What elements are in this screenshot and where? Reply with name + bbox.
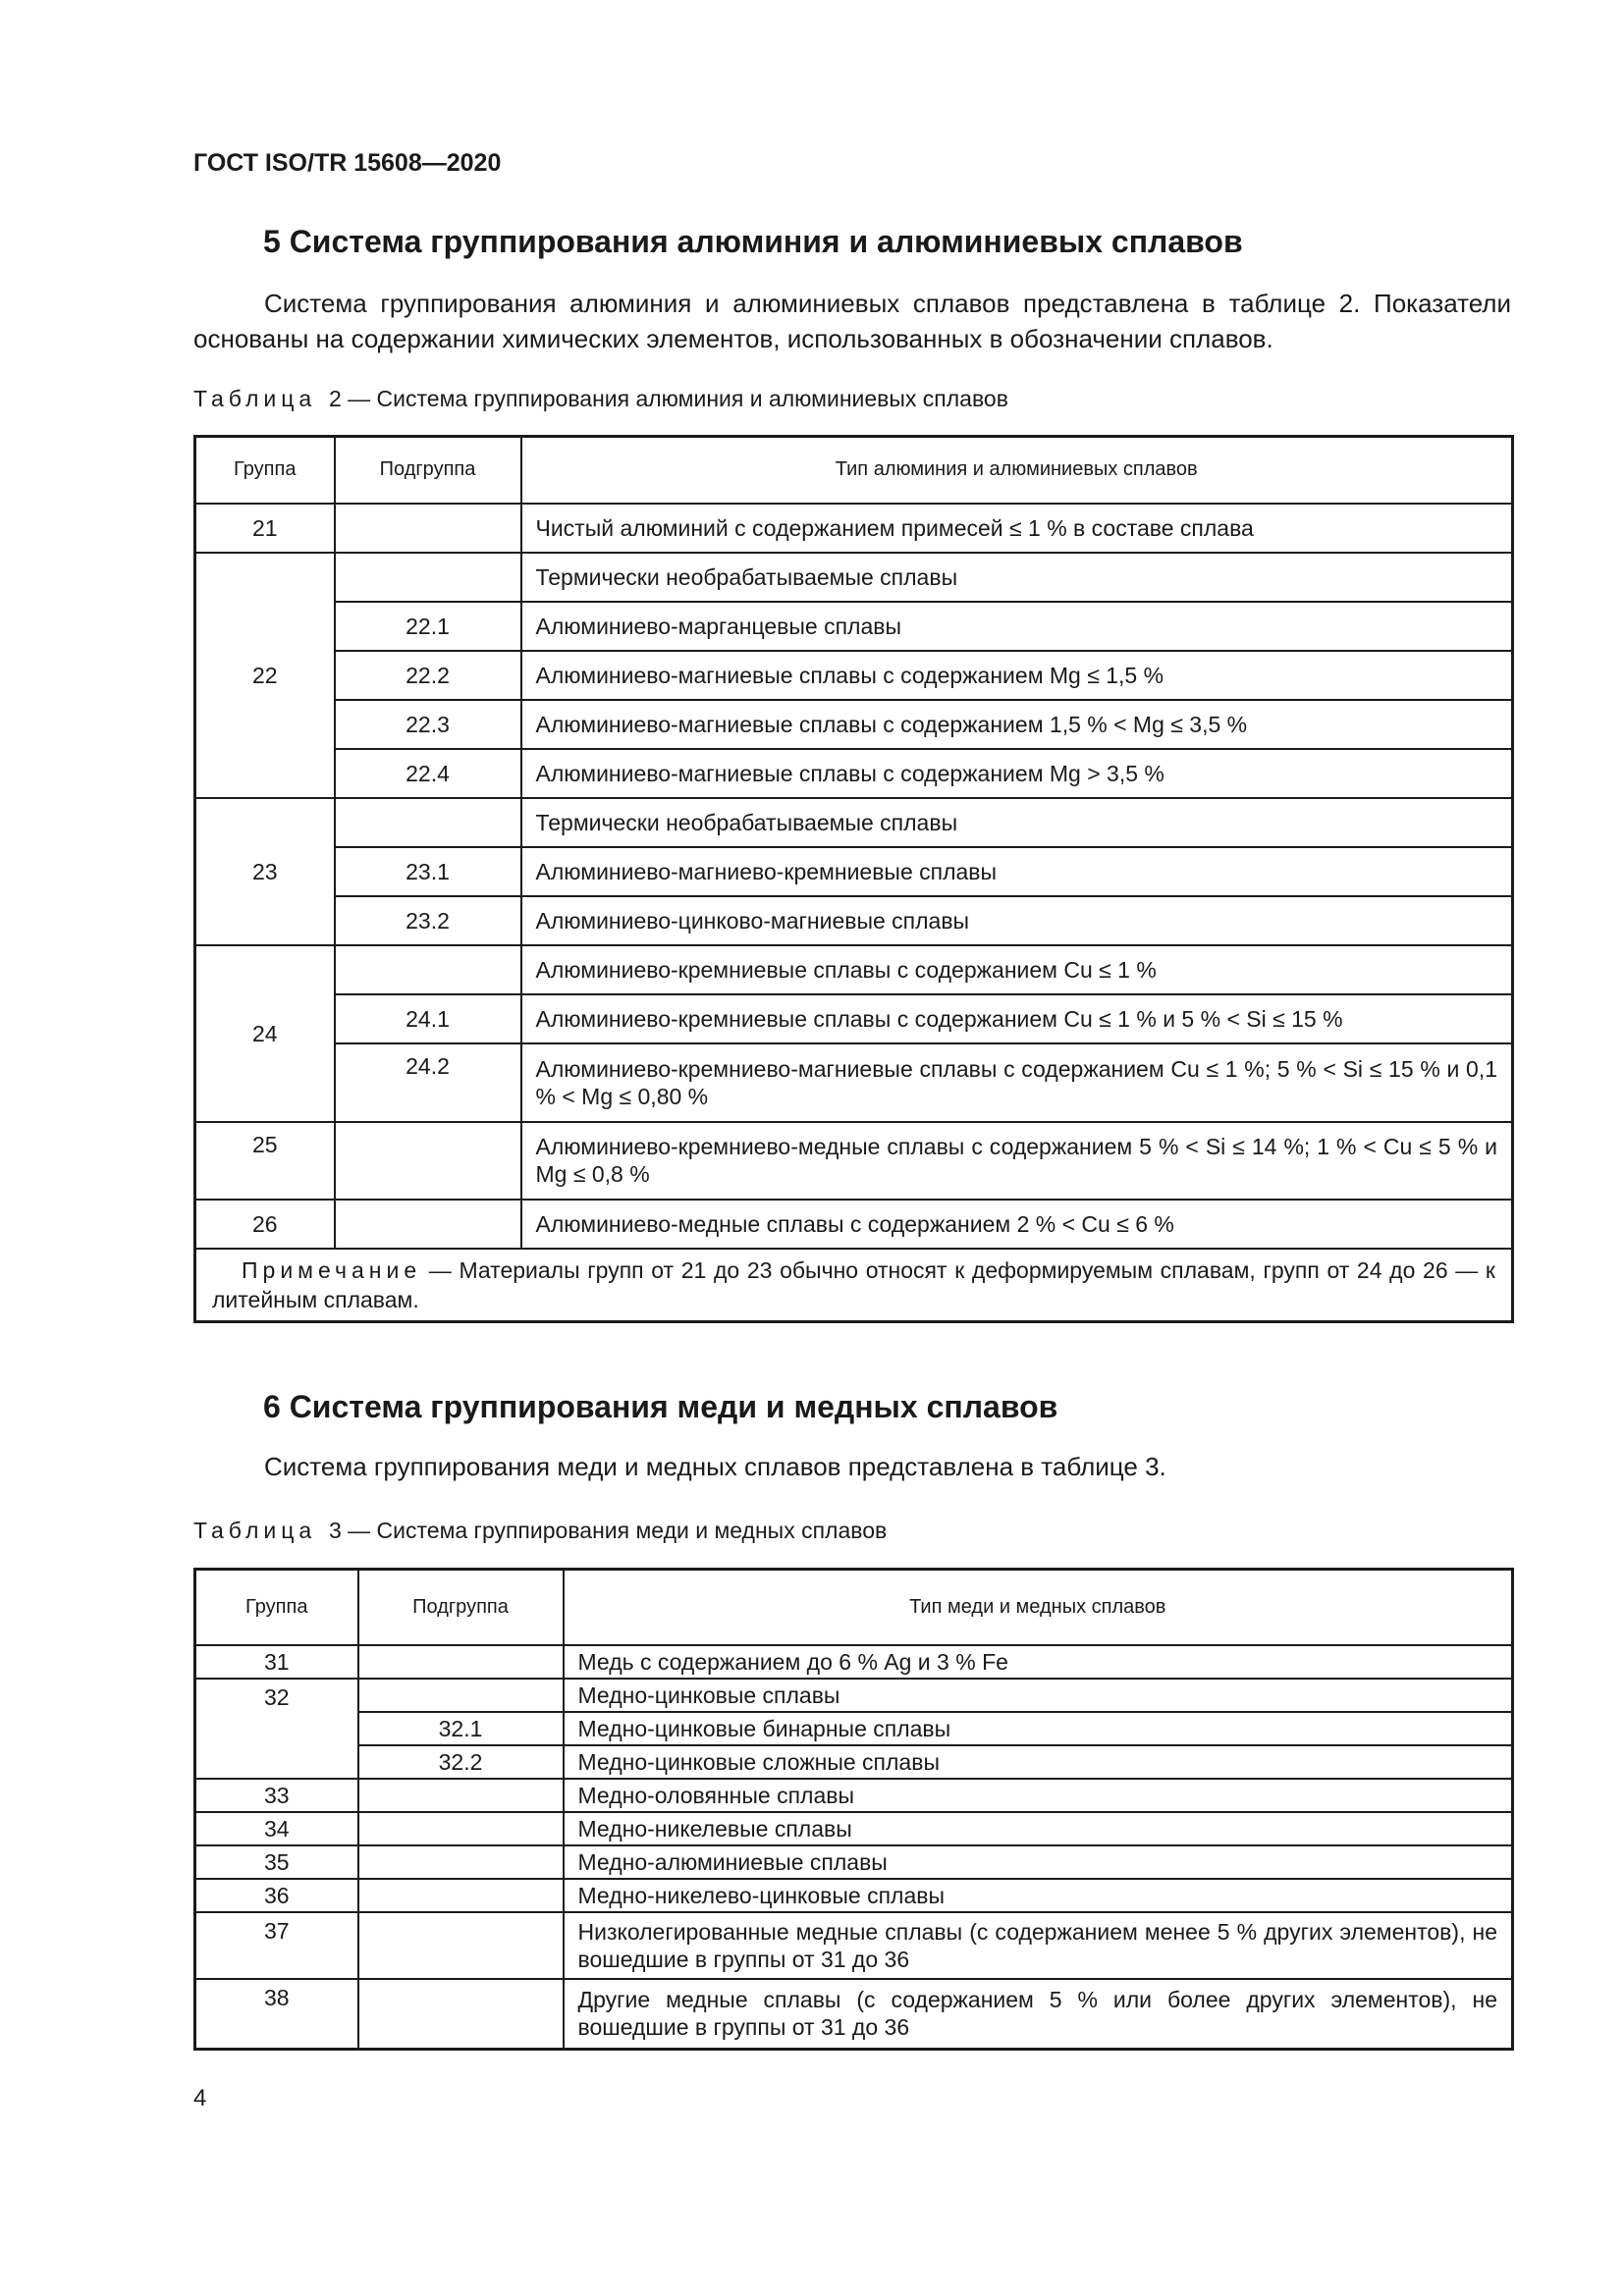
- table-2-caption-label: Таблица: [193, 386, 317, 411]
- table-row: [195, 1122, 1513, 1200]
- table-3: [193, 1568, 1514, 2051]
- subgroup-cell: [335, 1200, 521, 1249]
- type-cell: Медно-оловянные сплавы: [564, 1779, 1513, 1812]
- group-cell: 21: [195, 504, 335, 553]
- type-cell: Низколегированные медные сплавы (с содержанием менее 5 % других элементов), не вошедшие в группы от 31 до 36: [564, 1912, 1513, 1979]
- note-text: — Материалы групп от 21 до 23 обычно относят к деформируемым сплавам, групп от 24 до 26 — к литейным сплавам.: [212, 1256, 1495, 1312]
- table-row: [195, 553, 1513, 602]
- subgroup-cell: 22.3: [335, 700, 521, 749]
- table-row: [195, 504, 1513, 553]
- type-cell: Термически необрабатываемые сплавы: [521, 553, 1513, 602]
- page-number: 4: [193, 2085, 207, 2111]
- section-5-title: 5 Система группирования алюминия и алюминиевых сплавов: [263, 224, 1243, 259]
- subgroup-cell: [358, 1779, 564, 1812]
- table-row: [195, 1912, 1513, 1979]
- subgroup-cell: 24.1: [335, 994, 521, 1043]
- subgroup-cell: 32.2: [358, 1745, 564, 1779]
- section-6-title: 6 Система группирования меди и медных сплавов: [263, 1389, 1058, 1424]
- subgroup-cell: [335, 504, 521, 553]
- type-cell: Алюминиево-цинково-магниевые сплавы: [521, 896, 1513, 945]
- column-header-group: Группа: [195, 1570, 358, 1645]
- type-cell: Алюминиево-медные сплавы с содержанием 2 % < Cu ≤ 6 %: [521, 1200, 1513, 1249]
- table-row: [195, 1200, 1513, 1249]
- type-cell: Медно-цинковые сплавы: [564, 1679, 1513, 1712]
- subgroup-cell: [358, 1845, 564, 1879]
- section-5-paragraph: [193, 286, 1511, 356]
- subgroup-cell: [358, 1879, 564, 1912]
- subgroup-cell: [358, 1979, 564, 2050]
- subgroup-cell: [358, 1645, 564, 1679]
- table-row: [195, 700, 1513, 749]
- subgroup-cell: 32.1: [358, 1712, 564, 1745]
- table-row: [195, 749, 1513, 798]
- table-note: [195, 1249, 1513, 1322]
- document-header: ГОСТ ISO/TR 15608—2020: [193, 149, 502, 177]
- section-6-text: Система группирования меди и медных сплавов представлена в таблице 3.: [264, 1452, 1166, 1481]
- table-row: [195, 1679, 1513, 1712]
- subgroup-cell: 24.2: [335, 1043, 521, 1122]
- subgroup-cell: [335, 798, 521, 847]
- table-2: [193, 435, 1514, 1323]
- group-cell: 31: [195, 1645, 358, 1679]
- table-3-caption-text: 3 — Система группирования меди и медных сплавов: [328, 1518, 888, 1543]
- subgroup-cell: 23.2: [335, 896, 521, 945]
- group-cell: 36: [195, 1879, 358, 1912]
- type-cell: Другие медные сплавы (с содержанием 5 % или более других элементов), не вошедшие в группы от 31 до 36: [564, 1979, 1513, 2050]
- type-cell: Медно-цинковые бинарные сплавы: [564, 1712, 1513, 1745]
- table-row: [195, 602, 1513, 651]
- type-cell: Алюминиево-магниево-кремниевые сплавы: [521, 847, 1513, 896]
- section-6-paragraph: [193, 1449, 1511, 1484]
- subgroup-cell: 22.1: [335, 602, 521, 651]
- subgroup-cell: [335, 553, 521, 602]
- table-2-caption: [193, 386, 1008, 412]
- subgroup-cell: [335, 945, 521, 994]
- table-row: [195, 798, 1513, 847]
- type-cell: Алюминиево-кремниевые сплавы с содержанием Cu ≤ 1 % и 5 % < Si ≤ 15 %: [521, 994, 1513, 1043]
- table-3-caption-label: Таблица: [193, 1518, 317, 1543]
- group-cell: 35: [195, 1845, 358, 1879]
- table-row: [195, 1779, 1513, 1812]
- type-cell: Чистый алюминий с содержанием примесей ≤ 1 % в составе сплава: [521, 504, 1513, 553]
- table-row: [195, 896, 1513, 945]
- table-row: [195, 1979, 1513, 2050]
- group-cell: 26: [195, 1200, 335, 1249]
- group-cell: 37: [195, 1912, 358, 1979]
- type-cell: Термически необрабатываемые сплавы: [521, 798, 1513, 847]
- column-header-subgroup: Подгруппа: [335, 437, 521, 504]
- subgroup-cell: [335, 1122, 521, 1200]
- table-row: [195, 1879, 1513, 1912]
- type-cell: Медь с содержанием до 6 % Ag и 3 % Fe: [564, 1645, 1513, 1679]
- table-header-row: [195, 437, 1513, 504]
- column-header-type: Тип меди и медных сплавов: [564, 1570, 1513, 1645]
- column-header-subgroup: Подгруппа: [358, 1570, 564, 1645]
- note-label: Примечание: [242, 1256, 422, 1283]
- table-note-row: [195, 1249, 1513, 1322]
- type-cell: Медно-никелево-цинковые сплавы: [564, 1879, 1513, 1912]
- group-cell: 23: [195, 798, 335, 945]
- subgroup-cell: 22.2: [335, 651, 521, 700]
- table-3-caption: [193, 1518, 887, 1544]
- table-row: [195, 651, 1513, 700]
- subgroup-cell: [358, 1812, 564, 1845]
- type-cell: Медно-никелевые сплавы: [564, 1812, 1513, 1845]
- type-cell: Медно-цинковые сложные сплавы: [564, 1745, 1513, 1779]
- group-cell: 34: [195, 1812, 358, 1845]
- table-2-caption-text: 2 — Система группирования алюминия и алюминиевых сплавов: [328, 386, 1008, 411]
- table-row: [195, 847, 1513, 896]
- column-header-group: Группа: [195, 437, 335, 504]
- type-cell: Алюминиево-магниевые сплавы с содержанием Mg > 3,5 %: [521, 749, 1513, 798]
- group-cell: 32: [195, 1679, 358, 1779]
- section-5-text: Система группирования алюминия и алюминиевых сплавов представлена в таблице 2. Показатели основаны на содержании химических элементов, использованных в обозначении сплавов.: [193, 289, 1511, 353]
- table-header-row: [195, 1570, 1513, 1645]
- type-cell: Алюминиево-магниевые сплавы с содержанием 1,5 % < Mg ≤ 3,5 %: [521, 700, 1513, 749]
- type-cell: Медно-алюминиевые сплавы: [564, 1845, 1513, 1879]
- type-cell: Алюминиево-кремниево-магниевые сплавы с содержанием Cu ≤ 1 %; 5 % < Si ≤ 15 % и 0,1 % < Mg ≤ 0,80 %: [521, 1043, 1513, 1122]
- type-cell: Алюминиево-магниевые сплавы с содержанием Mg ≤ 1,5 %: [521, 651, 1513, 700]
- type-cell: Алюминиево-марганцевые сплавы: [521, 602, 1513, 651]
- column-header-type: Тип алюминия и алюминиевых сплавов: [521, 437, 1513, 504]
- subgroup-cell: [358, 1912, 564, 1979]
- table-row: [195, 1645, 1513, 1679]
- group-cell: 24: [195, 945, 335, 1122]
- table-row: [195, 994, 1513, 1043]
- group-cell: 33: [195, 1779, 358, 1812]
- table-row: [195, 1043, 1513, 1122]
- subgroup-cell: 22.4: [335, 749, 521, 798]
- table-row: [195, 1845, 1513, 1879]
- table-row: [195, 1812, 1513, 1845]
- subgroup-cell: 23.1: [335, 847, 521, 896]
- group-cell: 38: [195, 1979, 358, 2050]
- table-row: [195, 945, 1513, 994]
- group-cell: 25: [195, 1122, 335, 1200]
- table-row: [195, 1712, 1513, 1745]
- table-row: [195, 1745, 1513, 1779]
- group-cell: 22: [195, 553, 335, 798]
- type-cell: Алюминиево-кремниево-медные сплавы с содержанием 5 % < Si ≤ 14 %; 1 % < Cu ≤ 5 % и Mg ≤ 0,8 %: [521, 1122, 1513, 1200]
- subgroup-cell: [358, 1679, 564, 1712]
- type-cell: Алюминиево-кремниевые сплавы с содержанием Cu ≤ 1 %: [521, 945, 1513, 994]
